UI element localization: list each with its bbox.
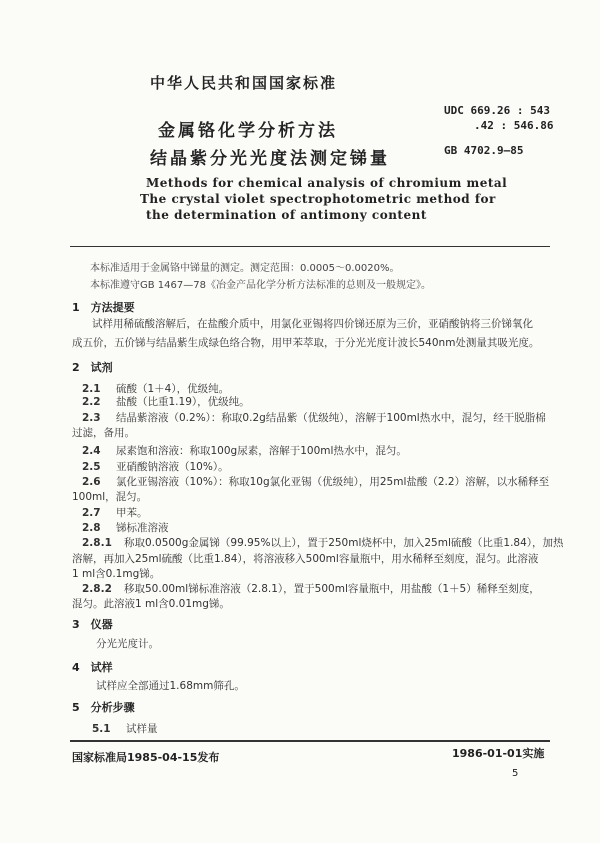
document-title-line-2: 结晶紫分光光度法测定锑量 — [150, 149, 390, 169]
section-1-heading: 1 方法提要 — [72, 301, 135, 314]
reagent-item — [82, 459, 229, 474]
section-1-text-cont: 成五价，五价锑与结晶紫生成绿色络合物，用甲苯萃取，于分光光度计波长540nm处测量其吸光度。 — [72, 337, 540, 349]
item-text-cont: 100ml，混匀。 — [72, 491, 148, 503]
section-3-text: 分光光度计。 — [96, 638, 159, 650]
section-5-heading: 5 分析步骤 — [72, 701, 135, 714]
reagent-item — [82, 505, 148, 520]
item-text: 氯化亚锡溶液（10%）：称取10g氯化亚锡（优级纯），用25ml盐酸（2.2）溶解，以水稀释至 — [116, 476, 550, 488]
section-4-text: 试样应全部通过1.68mm筛孔。 — [96, 680, 245, 692]
gb-standard-number: GB 4702.9—85 — [444, 144, 524, 157]
section-4-heading: 4 试样 — [72, 661, 113, 674]
item-text-cont: 溶解，再加入25ml硫酸（比重1.84），将溶液移入500ml容量瓶中，用水稀释至刻度，混匀。此溶液 — [72, 553, 539, 565]
page-number: 5 — [512, 768, 519, 779]
item-number: 2.2 — [82, 396, 101, 408]
section-3-heading: 3 仪器 — [72, 618, 113, 631]
header-divider — [70, 246, 550, 247]
item-text: 称取0.0500g金属锑（99.95%以上），置于250ml烧杯中，加入25ml硫酸（比重1.84），加热 — [124, 537, 564, 549]
item-number: 2.8 — [82, 522, 101, 534]
reagent-item — [82, 535, 564, 550]
english-title-line-3: the determination of antimony content — [146, 208, 427, 222]
english-title-line-2: The crystal violet spectrophotometric method for — [140, 192, 496, 206]
item-text-cont: 1 ml含0.1mg锑。 — [72, 568, 161, 580]
document-title-line-1: 金属铬化学分析方法 — [158, 121, 338, 141]
reagent-item — [82, 394, 250, 409]
item-number: 2.8.2 — [82, 583, 112, 595]
item-text: 尿素饱和溶液：称取100g尿素，溶解于100ml热水中，混匀。 — [116, 445, 407, 457]
section-1-text: 试样用稀硫酸溶解后，在盐酸介质中，用氯化亚锡将四价锑还原为三价，亚硝酸钠将三价锑氧化 — [92, 318, 533, 330]
item-text-cont: 过滤，备用。 — [72, 427, 135, 439]
footer-divider — [70, 740, 550, 742]
item-number: 2.1 — [82, 383, 101, 395]
reagent-item — [82, 581, 540, 596]
analysis-step-item — [92, 721, 158, 736]
publication-date: 国家标准局1985-04-15发布 — [72, 751, 220, 764]
item-text: 结晶紫溶液（0.2%）：称取0.2g结晶紫（优级纯），溶解于100ml热水中，混匀，经干脱脂棉 — [116, 412, 546, 424]
item-number: 2.3 — [82, 412, 101, 424]
item-number: 2.5 — [82, 461, 101, 473]
item-number: 5.1 — [92, 723, 111, 735]
item-number: 2.6 — [82, 476, 101, 488]
reagent-item — [82, 443, 407, 458]
item-number: 2.4 — [82, 445, 101, 457]
item-number: 2.7 — [82, 507, 101, 519]
reagent-item — [82, 474, 549, 489]
english-title-line-1: Methods for chemical analysis of chromium metal — [146, 176, 508, 190]
issuing-country-title: 中华人民共和国国家标准 — [150, 74, 338, 92]
item-text: 移取50.00ml锑标准溶液（2.8.1），置于500ml容量瓶中，用盐酸（1＋5）稀释至刻度， — [124, 583, 540, 595]
item-text: 亚硝酸钠溶液（10%）。 — [116, 461, 229, 473]
item-text: 甲苯。 — [116, 507, 148, 519]
scope-applicability: 本标准适用于金属铬中锑量的测定。测定范围：0.0005～0.0020%。 — [90, 263, 400, 274]
item-text: 盐酸（比重1.19），优级纯。 — [116, 396, 250, 408]
udc-code: UDC 669.26 : 543 — [444, 104, 550, 117]
item-text: 试样量 — [126, 723, 158, 735]
section-2-heading: 2 试剂 — [72, 361, 113, 374]
item-text-cont: 混匀。此溶液1 ml含0.01mg锑。 — [72, 598, 230, 610]
implementation-date: 1986-01-01实施 — [452, 747, 545, 760]
reagent-item — [82, 410, 546, 425]
reagent-item — [82, 520, 169, 535]
udc-code-cont: .42 : 546.86 — [474, 119, 554, 132]
item-text: 硫酸（1＋4），优级纯。 — [116, 383, 230, 395]
item-text: 锑标准溶液 — [116, 522, 169, 534]
item-number: 2.8.1 — [82, 537, 112, 549]
scope-compliance: 本标准遵守GB 1467—78《冶金产品化学分析方法标准的总则及一般规定》。 — [90, 280, 431, 291]
